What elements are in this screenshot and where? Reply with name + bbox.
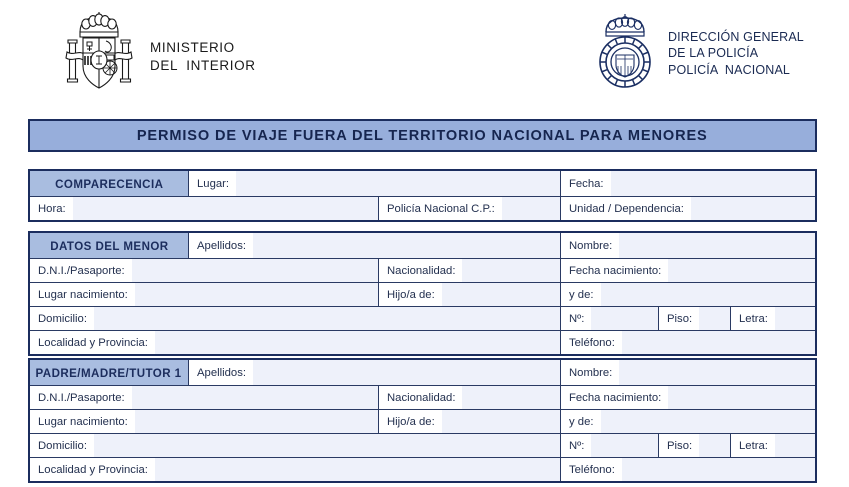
field-label: Nombre: <box>561 360 619 385</box>
field-cell[interactable] <box>30 197 378 220</box>
field-label: Nacionalidad: <box>379 386 462 409</box>
field-input[interactable] <box>622 331 815 354</box>
field-cell[interactable] <box>658 307 730 330</box>
form-section-comparecencia <box>28 169 817 222</box>
section-header-label: PADRE/MADRE/TUTOR 1 <box>35 365 183 380</box>
field-label: Nombre: <box>561 233 619 258</box>
field-cell[interactable] <box>560 386 815 409</box>
field-input[interactable] <box>591 307 658 330</box>
field-label: Hijo/a de: <box>379 410 442 433</box>
field-cell[interactable] <box>188 233 560 258</box>
section-header-cell <box>30 171 188 196</box>
field-input[interactable] <box>462 386 560 409</box>
field-input[interactable] <box>775 434 815 457</box>
field-cell[interactable] <box>560 197 815 220</box>
field-input[interactable] <box>135 283 378 306</box>
field-cell[interactable] <box>560 331 815 354</box>
field-input[interactable] <box>94 434 560 457</box>
field-input[interactable] <box>601 283 816 306</box>
form-row <box>30 282 815 306</box>
field-cell[interactable] <box>730 307 815 330</box>
field-label: Hijo/a de: <box>379 283 442 306</box>
field-input[interactable] <box>155 458 560 481</box>
field-cell[interactable] <box>30 283 378 306</box>
police-brand-text <box>668 29 804 78</box>
field-cell[interactable] <box>378 259 560 282</box>
field-input[interactable] <box>668 386 815 409</box>
field-label: Letra: <box>731 434 775 457</box>
form-row <box>30 306 815 330</box>
field-cell[interactable] <box>560 259 815 282</box>
field-label: Fecha nacimiento: <box>561 386 668 409</box>
field-label: Apellidos: <box>189 360 253 385</box>
field-input[interactable] <box>132 259 378 282</box>
field-label: Policía Nacional C.P.: <box>379 197 502 220</box>
section-header-label: DATOS DEL MENOR <box>49 238 169 253</box>
field-label: Unidad / Dependencia: <box>561 197 691 220</box>
field-label: Apellidos: <box>189 233 253 258</box>
field-input[interactable] <box>502 197 560 220</box>
field-label: y de: <box>561 283 601 306</box>
field-input[interactable] <box>132 386 378 409</box>
field-cell[interactable] <box>378 197 560 220</box>
form-row <box>30 196 815 220</box>
field-label: Domicilio: <box>30 434 94 457</box>
field-label: y de: <box>561 410 601 433</box>
field-label: Nacionalidad: <box>379 259 462 282</box>
field-input[interactable] <box>155 331 560 354</box>
field-label: Lugar nacimiento: <box>30 283 135 306</box>
field-label: Teléfono: <box>561 331 622 354</box>
field-cell[interactable] <box>30 410 378 433</box>
ministry-line-2: DEL INTERIOR <box>150 57 256 73</box>
field-cell[interactable] <box>30 434 560 457</box>
field-label: Teléfono: <box>561 458 622 481</box>
field-input[interactable] <box>236 171 560 196</box>
form-row <box>30 360 815 385</box>
field-input[interactable] <box>462 259 560 282</box>
form-row <box>30 409 815 433</box>
field-label: Localidad y Provincia: <box>30 331 155 354</box>
form-section-padre-madre-tutor-1 <box>28 358 817 483</box>
field-input[interactable] <box>619 233 815 258</box>
field-label: Domicilio: <box>30 307 94 330</box>
form-row <box>30 258 815 282</box>
field-cell[interactable] <box>658 434 730 457</box>
field-cell[interactable] <box>560 283 815 306</box>
field-label: Nº: <box>561 307 591 330</box>
ministry-brand-text <box>150 39 256 74</box>
form-row <box>30 433 815 457</box>
field-label: Nº: <box>561 434 591 457</box>
field-cell[interactable] <box>560 171 815 196</box>
field-cell[interactable] <box>30 458 560 481</box>
field-cell[interactable] <box>378 283 560 306</box>
section-header-cell <box>30 233 188 258</box>
field-label: Lugar nacimiento: <box>30 410 135 433</box>
field-cell[interactable] <box>730 434 815 457</box>
field-input[interactable] <box>699 434 730 457</box>
field-input[interactable] <box>622 458 815 481</box>
ministry-brand <box>58 8 256 105</box>
section-header-cell <box>30 360 188 385</box>
field-cell[interactable] <box>560 410 815 433</box>
field-cell[interactable] <box>560 434 658 457</box>
masthead <box>0 0 849 110</box>
police-line-3: POLICÍA NACIONAL <box>668 62 791 77</box>
field-cell[interactable] <box>378 386 560 409</box>
field-cell[interactable] <box>30 331 560 354</box>
field-cell[interactable] <box>560 458 815 481</box>
field-input[interactable] <box>73 197 378 220</box>
field-label: D.N.I./Pasaporte: <box>30 259 132 282</box>
field-label: Localidad y Provincia: <box>30 458 155 481</box>
form-row <box>30 457 815 481</box>
field-label: Lugar: <box>189 171 236 196</box>
form-title-banner <box>28 119 817 152</box>
section-header-label: COMPARECENCIA <box>54 176 164 191</box>
field-input[interactable] <box>668 259 815 282</box>
field-input[interactable] <box>442 410 560 433</box>
field-label: Piso: <box>659 434 699 457</box>
field-input[interactable] <box>775 307 815 330</box>
field-input[interactable] <box>253 360 560 385</box>
field-cell[interactable] <box>30 307 560 330</box>
field-input[interactable] <box>253 233 560 258</box>
field-label: Piso: <box>659 307 699 330</box>
field-input[interactable] <box>94 307 560 330</box>
field-cell[interactable] <box>188 360 560 385</box>
field-label: Fecha nacimiento: <box>561 259 668 282</box>
field-cell[interactable] <box>188 171 560 196</box>
field-input[interactable] <box>135 410 378 433</box>
field-label: Fecha: <box>561 171 611 196</box>
ministry-line-1: MINISTERIO <box>150 39 235 55</box>
police-brand <box>592 10 804 97</box>
field-input[interactable] <box>699 307 730 330</box>
police-line-2: DE LA POLICÍA <box>668 46 759 61</box>
form-row <box>30 330 815 354</box>
field-cell[interactable] <box>30 259 378 282</box>
field-input[interactable] <box>442 283 560 306</box>
field-cell[interactable] <box>30 386 378 409</box>
field-input[interactable] <box>691 197 815 220</box>
field-label: Letra: <box>731 307 775 330</box>
form-row <box>30 385 815 409</box>
field-input[interactable] <box>601 410 816 433</box>
field-cell[interactable] <box>560 233 815 258</box>
field-cell[interactable] <box>560 360 815 385</box>
form-row <box>30 171 815 196</box>
field-label: D.N.I./Pasaporte: <box>30 386 132 409</box>
policia-nacional-badge-icon <box>592 10 658 97</box>
field-label: Hora: <box>30 197 73 220</box>
field-cell[interactable] <box>378 410 560 433</box>
spain-coat-of-arms-icon <box>58 8 140 105</box>
field-input[interactable] <box>611 171 815 196</box>
field-input[interactable] <box>591 434 658 457</box>
police-line-1: DIRECCIÓN GENERAL <box>668 30 804 45</box>
page-title: PERMISO DE VIAJE FUERA DEL TERRITORIO NACIONAL PARA MENORES <box>137 127 708 144</box>
form-section-datos-del-menor <box>28 231 817 356</box>
form-row <box>30 233 815 258</box>
field-input[interactable] <box>619 360 815 385</box>
field-cell[interactable] <box>560 307 658 330</box>
